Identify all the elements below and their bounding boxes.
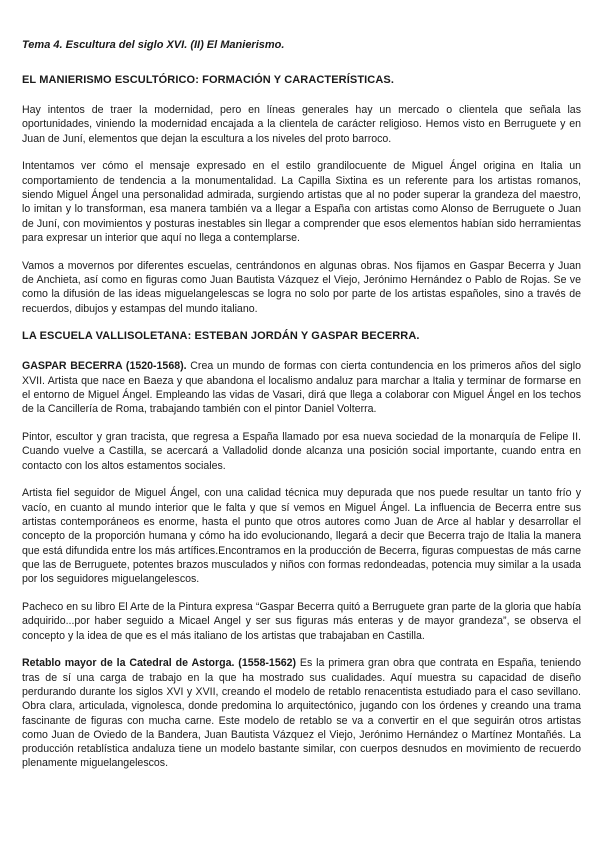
document-title: Tema 4. Escultura del siglo XVI. (II) El Manierismo.: [22, 39, 285, 51]
paragraph-gaspar-becerra: [22, 359, 581, 416]
paragraph: Vamos a movernos por diferentes escuelas, centrándonos en algunas obras. Nos fijamos en Gaspar Becerra y Juan de Anchieta, así como en figuras como Juan Bautista Vázquez el Viejo, Jerónimo Hernández o Pablo de Rojas. Se ve como la difusión de las ideas miguelangelescas se logra no solo por parte de los artistas españoles, sino a través de recuerdos, dibujos y estampas del mundo italiano.: [22, 259, 581, 315]
paragraph-body: Crea un mundo de formas con cierta contundencia en los primeros años del siglo XVII. Artista que nace en Baeza y que abandona el localismo andaluz para marchar a Italia y terminar de formarse en el entorno de Miguel Ángel. Empleando las vidas de Vasari, dirá que llega a colaborar con Miguel Ángel en los techos de la Cancillería de Roma, trabajando también con el pintor Daniel Volterra.: [22, 360, 581, 416]
paragraph: Intentamos ver cómo el mensaje expresado en el estilo grandilocuente de Miguel Ángel origina en Italia un comportamiento de tendencia a la monumentalidad. La Capilla Sixtina es un referente para los artistas romanos, siendo Miguel Ángel una personalidad admirada, surgiendo artistas que al no poder superar la grandeza del maestro, lo imitan y lo transforman, esa manera también va a llegar a España con artistas como Alonso de Berruguete o Juan de Juní, con movimientos y posturas inestables sin llegar a comprender que esos elementos habían sido herramientas para expresar un interior que aquí no llega a contemplarse.: [22, 160, 581, 244]
paragraph-body: Es la primera gran obra que contrata en España, teniendo tras de sí una carga de trabajo en la que ha mostrado sus cualidades. Aquí muestra su capacidad de diseño perdurando durante los siglos XVI y XVII, creando el modelo de retablo renacentista estudiado para el caso sevillano. Obra clara, articulada, vignolesca, donde predomina lo arquitectónico, jugando con los órdenes y creando una trama fascinante de figuras con mucha carne. Este modelo de retablo se va a convertir en el que seguirán otros artistas como Juan de Oviedo de la Bandera, Juan Bautista Vázquez el Viejo, Jerónimo Hernández o Martínez Montañés. La producción retablística andaluza tiene un modelo bastante similar, con cuerpos desnudos en movimiento de recuerdo plenamente miguelangelescos.: [22, 657, 581, 770]
paragraph: Artista fiel seguidor de Miguel Ángel, con una calidad técnica muy depurada que nos puede resultar un tanto frío y vacío, en cuanto al mundo interior que le falta y que sí vemos en Miguel Ángel. La influencia de Becerra entre sus artistas contemporáneos es enorme, hasta el punto que otros autores como Juan de Arce al hablar y desarrollar el concepto de la proporción humana y cómo ha ido evolucionando, llegará a decir que Becerra trajo de Italia la manera que está difundida entre los más artífices.Encontramos en la producción de Becerra, figuras compuestas de más carne que las de Berruguete, potentes brazos musculados y niños con formas redondeadas, potencia muy similar a la usada por los seguidores miguelangelescos.: [22, 487, 581, 586]
paragraph: Pintor, escultor y gran tracista, que regresa a España llamado por esa nueva sociedad de la monarquía de Felipe II. Cuando vuelve a Castilla, se acercará a Valladolid donde alcanza una posición social importante, cuando entra en contacto con los altos estamentos sociales.: [22, 431, 581, 472]
section-heading-manierismo: EL MANIERISMO ESCULTÓRICO: FORMACIÓN Y CARACTERÍSTICAS.: [22, 74, 394, 86]
section-heading-vallisoletana: LA ESCUELA VALLISOLETANA: ESTEBAN JORDÁN Y GASPAR BECERRA.: [22, 330, 420, 343]
paragraph: Pacheco en su libro El Arte de la Pintura expresa “Gaspar Becerra quitó a Berruguete gran parte de la gloria que había adquirido...por haber seguido a Micael Angel y ser sus figuras más enteras y de mayor grandeza”, se observa el concepto y la idea de que es el más italiano de los artistas que trabajaban en Castilla.: [22, 601, 581, 642]
paragraph-lead: Retablo mayor de la Catedral de Astorga. (1558-1562): [22, 657, 297, 670]
paragraph: Hay intentos de traer la modernidad, pero en líneas generales hay un mercado o clientela que señala las oportunidades, viniendo la modernidad encajada a la clientela de carácter religioso. Hemos visto en Berruguete y en Juan de Juní, elementos que dejan la escultura a los niveles del proto barroco.: [22, 104, 581, 145]
paragraph-retablo-astorga: [22, 656, 581, 770]
paragraph-lead: GASPAR BECERRA (1520-1568).: [22, 360, 187, 373]
